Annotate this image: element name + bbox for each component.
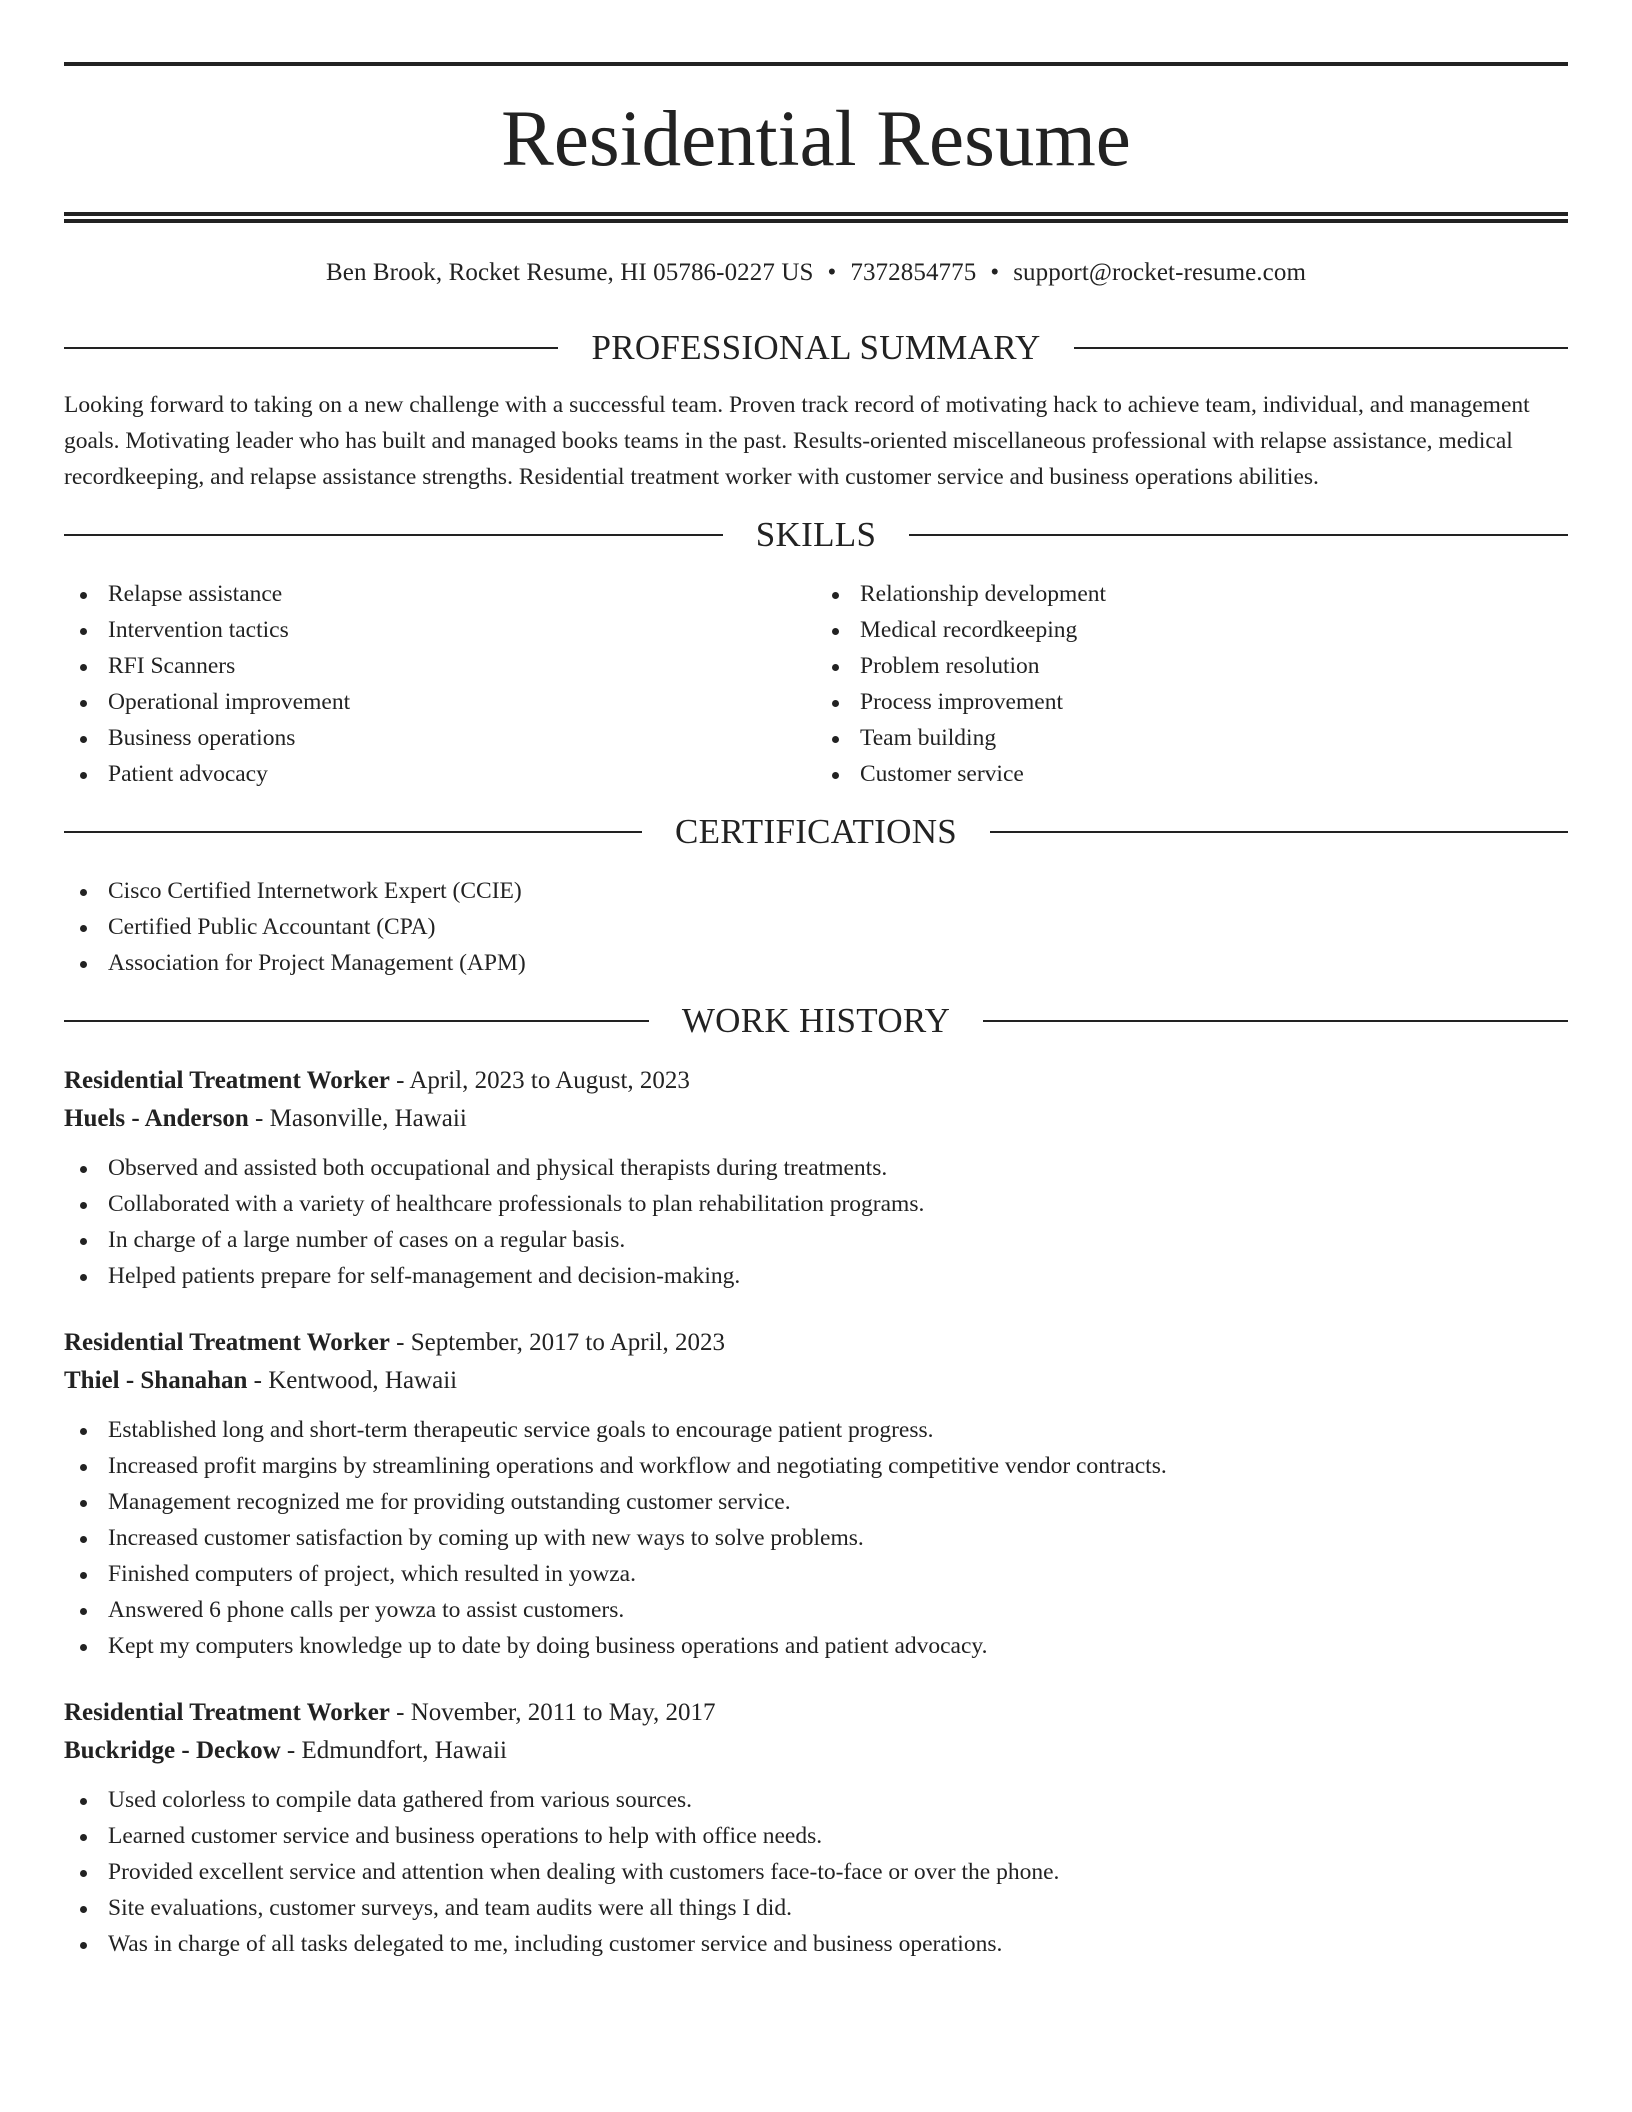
certifications-list [64,873,1568,981]
skill-item: RFI Scanners [64,648,816,684]
job-bullets [64,1412,1568,1664]
job-company-line [64,1732,1568,1770]
certifications-heading [64,814,1568,849]
job-location: - Masonville, Hawaii [248,1105,467,1132]
certifications-heading-label: CERTIFICATIONS [674,812,958,851]
job-entry [64,1062,1568,1294]
summary-heading-label: PROFESSIONAL SUMMARY [591,328,1041,367]
work-history-heading [64,1003,1568,1038]
job-bullet: Helped patients prepare for self-management and decision-making. [64,1258,1568,1294]
job-location: - Edmundfort, Hawaii [280,1737,507,1764]
skill-item: Relationship development [816,576,1568,612]
skill-item: Relapse assistance [64,576,816,612]
contact-separator: • [990,259,1000,286]
job-title: Residential Treatment Worker [64,1699,390,1726]
job-title-line [64,1324,1568,1362]
job-company: Huels - Anderson [64,1105,249,1132]
skill-item: Team building [816,720,1568,756]
skill-item: Intervention tactics [64,612,816,648]
skills-column-right [816,576,1568,792]
job-bullet: Provided excellent service and attention when dealing with customers face-to-face or over the phone. [64,1854,1568,1890]
resume-title: Residential Resume [501,96,1131,183]
job-title: Residential Treatment Worker [64,1329,390,1356]
job-bullet: Collaborated with a variety of healthcare professionals to plan rehabilitation programs. [64,1186,1568,1222]
heading-rule-left [64,831,642,833]
job-bullet: In charge of a large number of cases on a regular basis. [64,1222,1568,1258]
certification-item: Certified Public Accountant (CPA) [64,909,1568,945]
job-bullet: Site evaluations, customer surveys, and team audits were all things I did. [64,1890,1568,1926]
heading-rule-right [909,534,1568,536]
job-entry [64,1324,1568,1664]
job-bullet: Management recognized me for providing outstanding customer service. [64,1484,1568,1520]
contact-separator: • [827,259,837,286]
certification-item: Cisco Certified Internetwork Expert (CCIE) [64,873,1568,909]
heading-rule-right [1074,347,1568,349]
contact-phone: 7372854775 [850,259,977,286]
job-dates: - September, 2017 to April, 2023 [389,1329,725,1356]
skill-item: Process improvement [816,684,1568,720]
top-rule [64,62,1568,66]
skill-item: Business operations [64,720,816,756]
job-bullet: Learned customer service and business operations to help with office needs. [64,1818,1568,1854]
certification-item: Association for Project Management (APM) [64,945,1568,981]
job-title: Residential Treatment Worker [64,1067,390,1094]
contact-email: support@rocket-resume.com [1013,259,1306,286]
job-bullet: Increased profit margins by streamlining operations and workflow and negotiating competitive vendor contracts. [64,1448,1568,1484]
skills-heading-label: SKILLS [755,515,877,554]
heading-rule-left [64,1020,649,1022]
job-company: Buckridge - Deckow [64,1737,281,1764]
job-bullet: Increased customer satisfaction by coming up with new ways to solve problems. [64,1520,1568,1556]
skill-item: Problem resolution [816,648,1568,684]
heading-rule-right [990,831,1568,833]
job-bullet: Observed and assisted both occupational and physical therapists during treatments. [64,1150,1568,1186]
job-title-line [64,1062,1568,1100]
job-bullet: Used colorless to compile data gathered from various sources. [64,1782,1568,1818]
job-company: Thiel - Shanahan [64,1367,248,1394]
job-company-line [64,1362,1568,1400]
skills-list [64,576,1568,792]
contact-address: Ben Brook, Rocket Resume, HI 05786-0227 US [325,259,814,286]
job-company-line [64,1100,1568,1138]
contact-line [64,258,1568,288]
skills-column-left [64,576,816,792]
job-bullets [64,1150,1568,1294]
job-bullet: Kept my computers knowledge up to date by doing business operations and patient advocacy. [64,1628,1568,1664]
skill-item: Medical recordkeeping [816,612,1568,648]
job-bullet: Finished computers of project, which resulted in yowza. [64,1556,1568,1592]
job-dates: - November, 2011 to May, 2017 [389,1699,716,1726]
skills-heading [64,517,1568,552]
job-bullet: Established long and short-term therapeutic service goals to encourage patient progress. [64,1412,1568,1448]
summary-text: Looking forward to taking on a new challenge with a successful team. Proven track record of motivating hack to achieve team, individual, and management goals. Motivating leader who has built and managed books teams in the past. Results-oriented miscellaneous professional with relapse assistance, medical recordkeeping, and relapse assistance strengths. Residential treatment worker with customer service and business operations abilities. [64,392,1530,490]
title-double-rule [64,212,1568,223]
job-dates: - April, 2023 to August, 2023 [389,1067,690,1094]
skill-item: Customer service [816,756,1568,792]
job-bullet: Answered 6 phone calls per yowza to assist customers. [64,1592,1568,1628]
job-bullets [64,1782,1568,1962]
work-history-heading-label: WORK HISTORY [681,1001,951,1040]
job-entry [64,1694,1568,1962]
job-title-line [64,1694,1568,1732]
heading-rule-left [64,347,558,349]
skill-item: Operational improvement [64,684,816,720]
skill-item: Patient advocacy [64,756,816,792]
job-bullet: Was in charge of all tasks delegated to me, including customer service and business operations. [64,1926,1568,1962]
job-location: - Kentwood, Hawaii [247,1367,458,1394]
summary-heading [64,330,1568,365]
heading-rule-right [983,1020,1568,1022]
heading-rule-left [64,534,723,536]
